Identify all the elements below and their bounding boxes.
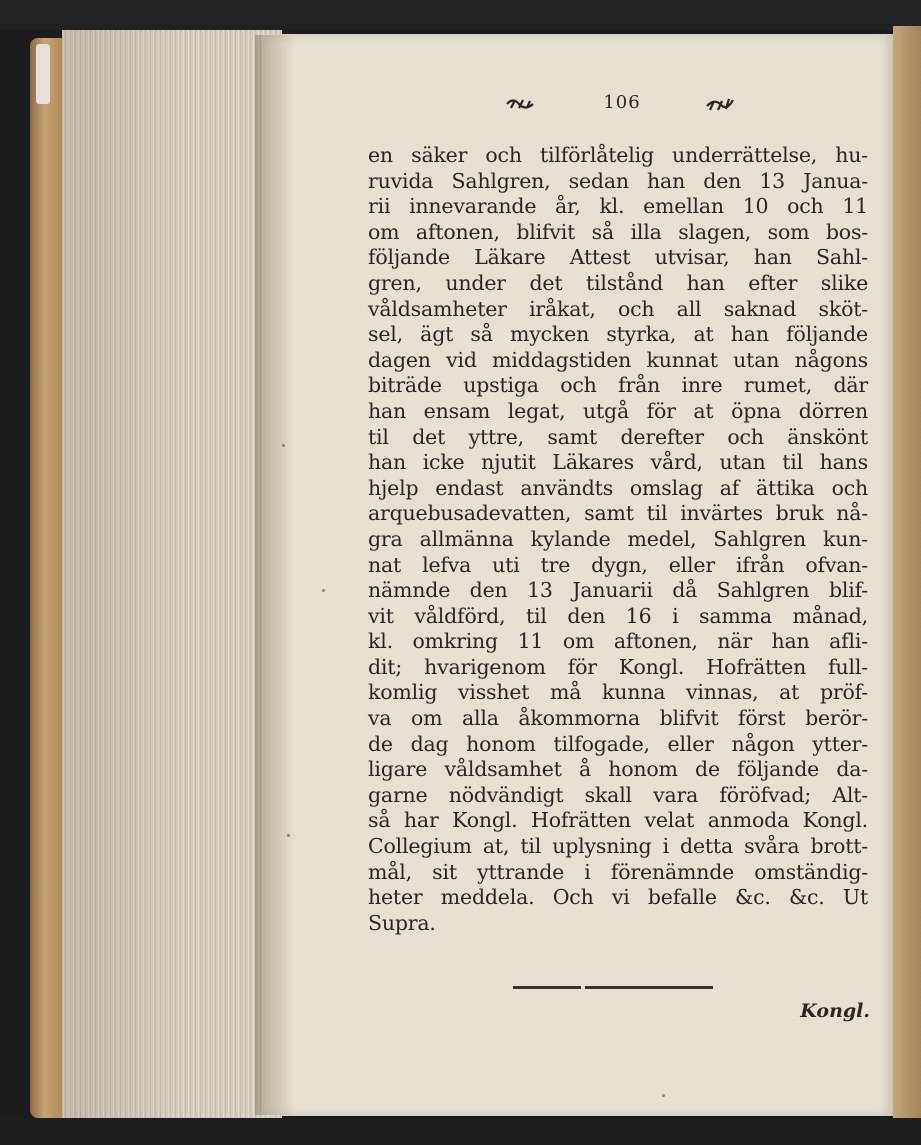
catchword: Kongl. [800, 1000, 870, 1022]
text-line: komlig visshet må kunna vinnas, at pröf- [368, 680, 868, 705]
text-line: han icke njutit Läkares vård, utan til hans [368, 450, 868, 475]
text-line: va om alla åkommorna blifvit först berör- [368, 706, 868, 731]
text-line: ligare våldsamhet å honom de följande da- [368, 757, 868, 782]
text-line: vit våldförd, til den 16 i samma månad, [368, 603, 868, 628]
text-line: de dag honom tilfogade, eller någon ytter- [368, 731, 868, 756]
paper-speck [662, 1094, 665, 1097]
text-line: dit; hvarigenom för Kongl. Hofrätten full- [368, 654, 868, 679]
text-line: til det yttre, samt derefter och änskönt [368, 424, 868, 449]
text-line: Collegium at, til uplysning i detta svåra brott- [368, 834, 868, 859]
text-line: nämnde den 13 Januarii då Sahlgren blif- [368, 578, 868, 603]
text-line: dagen vid middagstiden kunnat utan någons [368, 347, 868, 372]
text-line: nat lefva uti tre dygn, eller ifrån ofvan- [368, 552, 868, 577]
text-line: gra allmänna kylande medel, Sahlgren kun- [368, 526, 868, 551]
text-line: rii innevarande år, kl. emellan 10 och 11 [368, 194, 868, 219]
text-line: sel, ägt så mycken styrka, at han följande [368, 322, 868, 347]
text-line: ruvida Sahlgren, sedan han den 13 Janua- [368, 168, 868, 193]
head-ornament-left-icon [505, 96, 535, 112]
page-number: 106 [603, 92, 641, 113]
text-line: så har Kongl. Hofrätten velat anmoda Kongl. [368, 808, 868, 833]
text-line: heter meddela. Och vi befalle &c. &c. Ut [368, 885, 868, 910]
text-line: om aftonen, blifvit så illa slagen, som bos- [368, 219, 868, 244]
page-gutter-shadow [255, 35, 295, 1115]
text-line: biträde upstiga och från inre rumet, där [368, 373, 868, 398]
page-stack-edge [62, 30, 282, 1118]
text-line: våldsamheter iråkat, och all saknad sköt- [368, 296, 868, 321]
page-text [368, 143, 868, 936]
text-line: garne nödvändigt skall vara föröfvad; Alt- [368, 782, 868, 807]
text-line: följande Läkare Attest utvisar, han Sahl- [368, 245, 868, 270]
page-header [505, 92, 745, 116]
text-line: han ensam legat, utgå för at öpna dörren [368, 398, 868, 423]
closing-rule [513, 986, 713, 989]
right-cover-edge [893, 26, 921, 1121]
backdrop-bottom [0, 1118, 921, 1145]
text-line: arquebusadevatten, samt til invärtes bruk nå- [368, 501, 868, 526]
text-line: en säker och tilförlåtelig underrättelse, hu- [368, 143, 868, 167]
text-line: kl. omkring 11 om aftonen, när han afli- [368, 629, 868, 654]
backdrop [0, 0, 921, 30]
text-line: gren, under det tilstånd han efter slike [368, 270, 868, 295]
text-line: hjelp endast användts omslag af ättika och [368, 475, 868, 500]
text-line: Supra. [368, 910, 436, 935]
head-ornament-right-icon [705, 96, 735, 112]
paper-speck [322, 589, 325, 592]
text-line: mål, sit yttrande i förenämnde omständig- [368, 859, 868, 884]
